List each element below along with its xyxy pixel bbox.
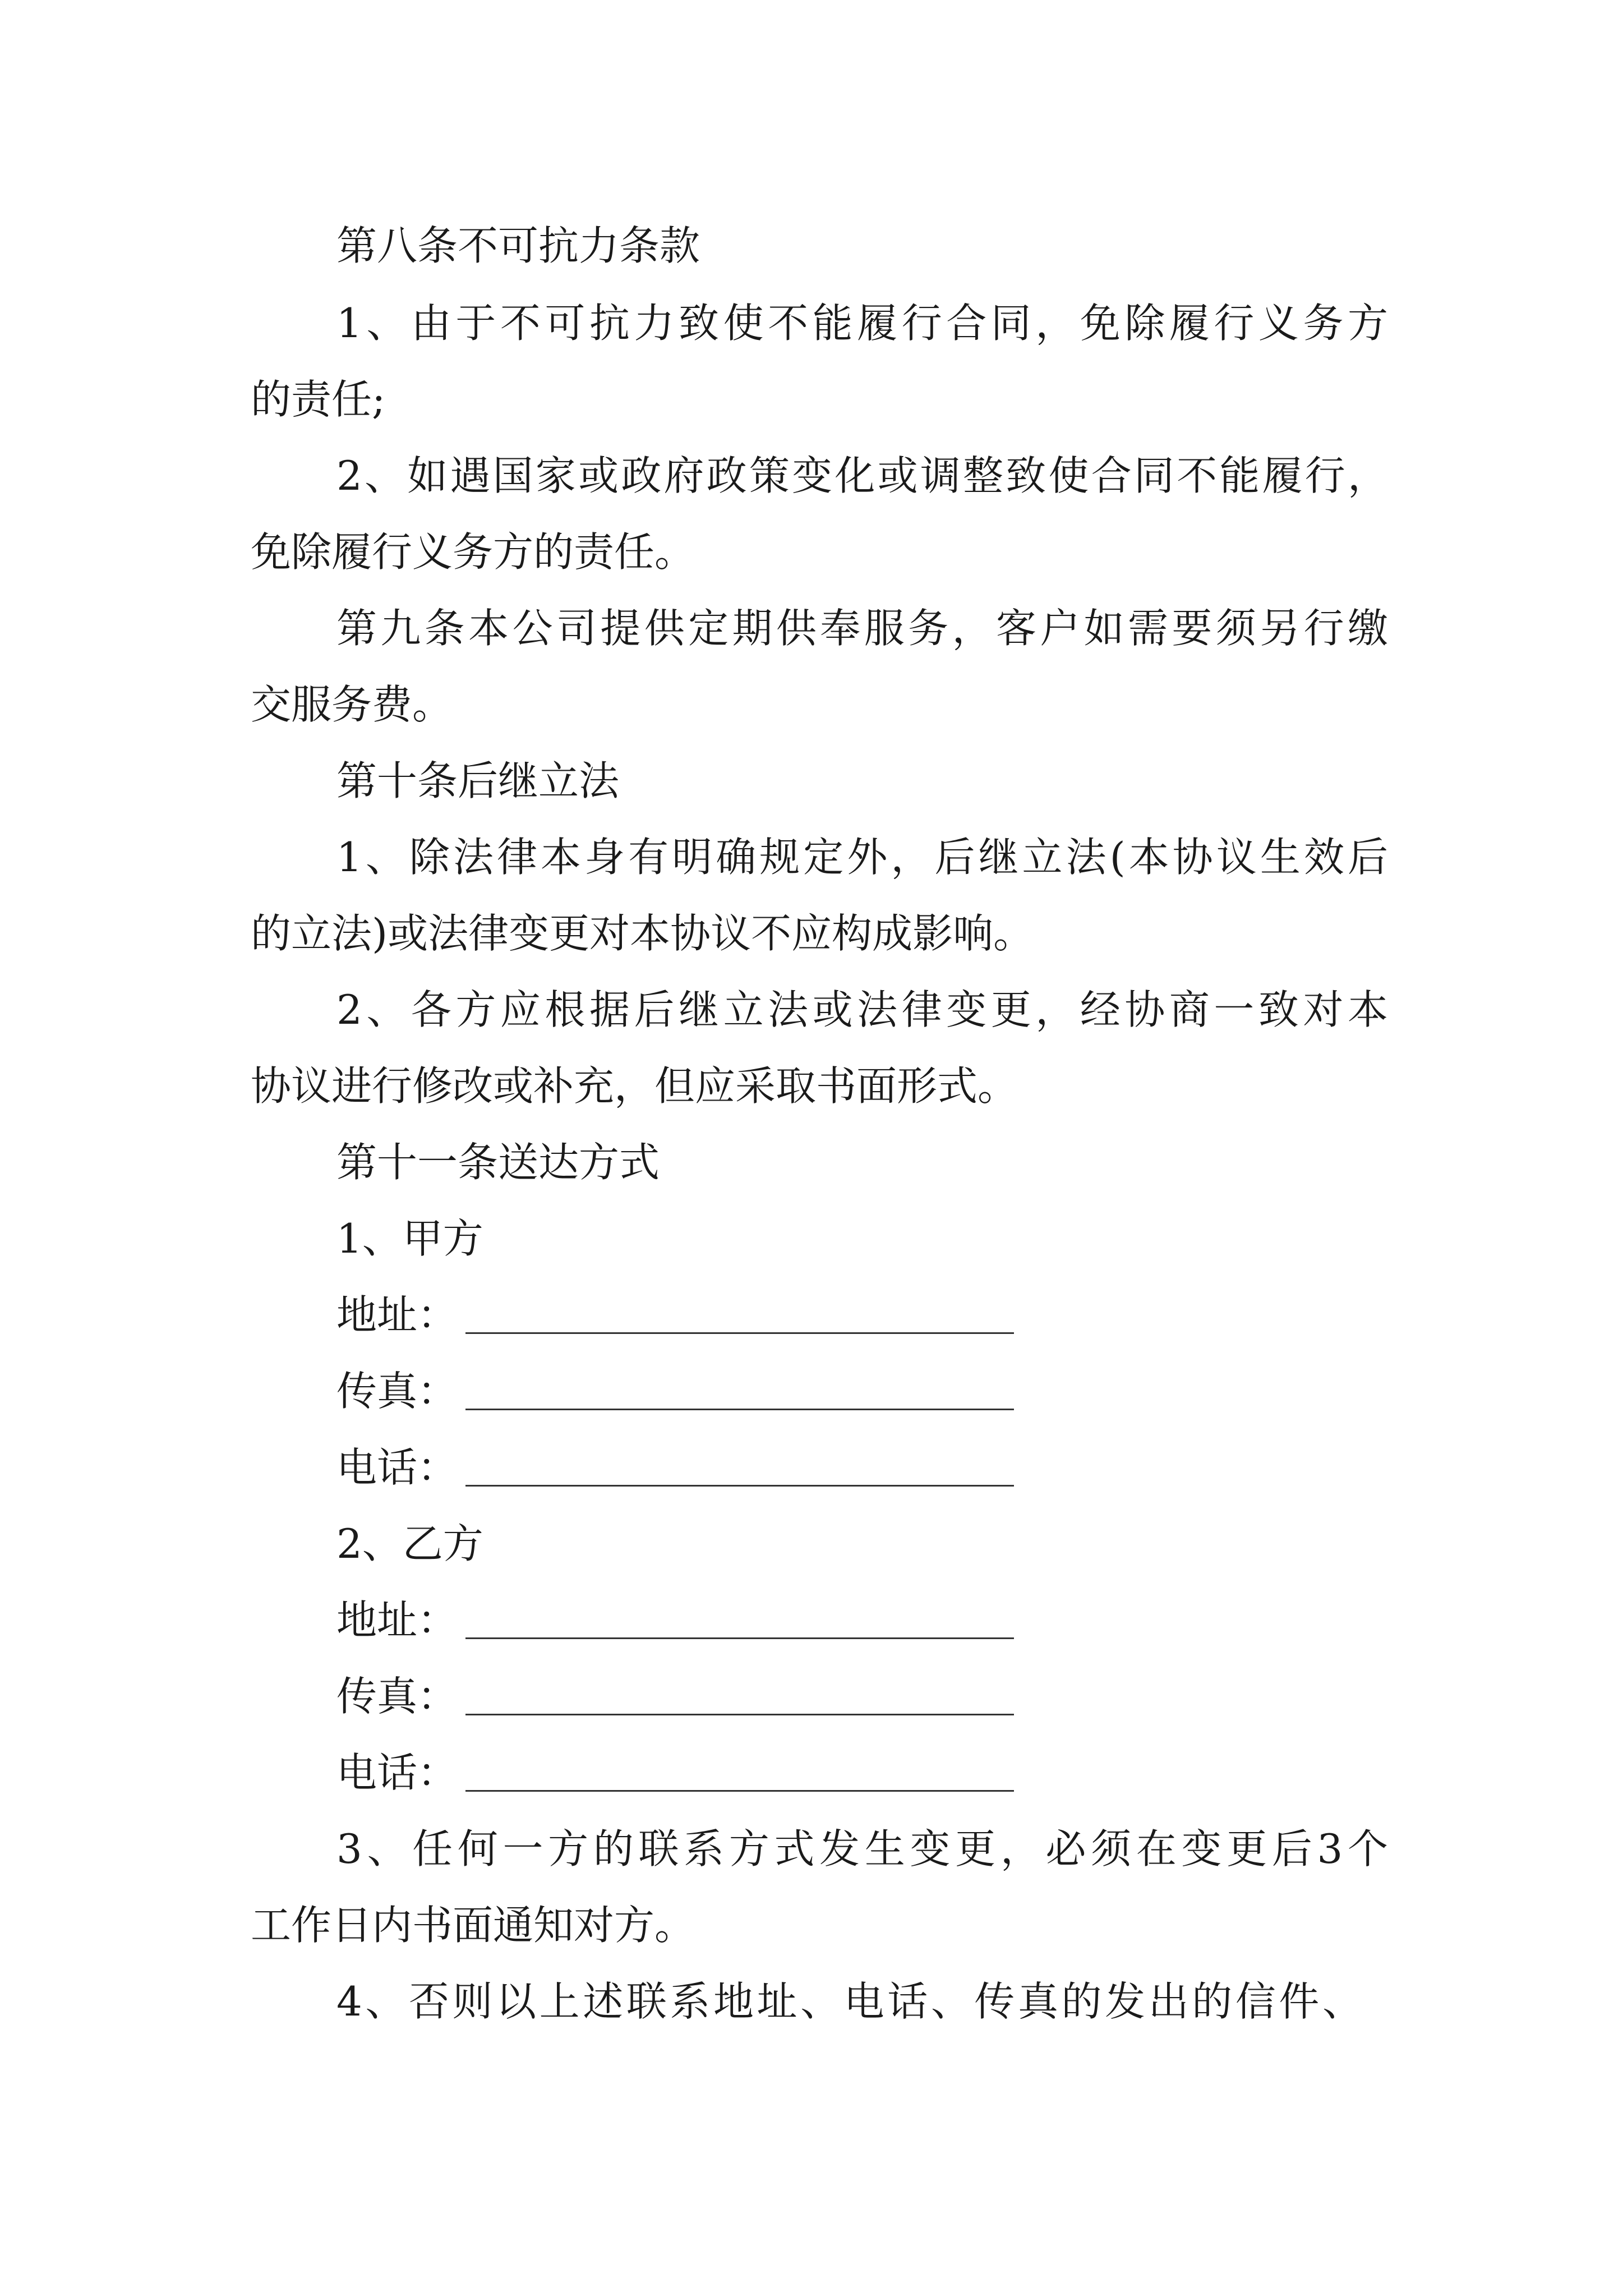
article-8-item-2-line-2: 免除履行义务方的责任。 — [251, 528, 695, 576]
article-8-item-1-line-2: 的责任; — [251, 376, 386, 423]
article-8-item-2-line-1: 2、如遇国家或政府政策变化或调整致使合同不能履行， — [336, 452, 1388, 499]
article-11-item-3-line-2: 工作日内书面通知对方。 — [251, 1902, 695, 1949]
article-11-item-3-line-1: 3、任何一方的联系方式发生变更，必须在变更后3个 — [336, 1825, 1388, 1872]
party-b-phone-blank[interactable] — [465, 1790, 1014, 1792]
party-b-fax-blank[interactable] — [465, 1714, 1014, 1715]
article-8-item-1-line-1: 1、由于不可抗力致使不能履行合同，免除履行义务方 — [336, 300, 1388, 347]
article-10-item-1-line-1: 1、除法律本身有明确规定外，后继立法(本协议生效后 — [336, 834, 1388, 881]
article-8-heading: 第八条不可抗力条款 — [336, 222, 700, 269]
article-10-item-2-line-1: 2、各方应根据后继立法或法律变更，经协商一致对本 — [336, 986, 1388, 1033]
article-9-line-1: 第九条本公司提供定期供奉服务，客户如需要须另行缴 — [336, 605, 1388, 652]
party-b-address-blank[interactable] — [465, 1637, 1014, 1639]
article-9-line-2: 交服务费。 — [251, 681, 453, 728]
party-b-fax-label: 传真： — [336, 1673, 458, 1720]
party-a-heading: 1、甲方 — [336, 1215, 483, 1262]
party-a-address-label: 地址： — [336, 1291, 458, 1338]
party-a-phone-blank[interactable] — [465, 1485, 1014, 1487]
party-b-phone-label: 电话： — [336, 1749, 458, 1796]
party-a-address-blank[interactable] — [465, 1332, 1014, 1334]
article-11-item-4-line-1: 4、否则以上述联系地址、电话、传真的发出的信件、 — [336, 1978, 1363, 2025]
article-10-heading: 第十条后继立法 — [336, 757, 620, 804]
party-a-fax-label: 传真： — [336, 1368, 458, 1415]
party-b-heading: 2、乙方 — [336, 1520, 483, 1567]
article-10-item-2-line-2: 协议进行修改或补充，但应采取书面形式。 — [251, 1062, 1018, 1110]
party-a-fax-blank[interactable] — [465, 1409, 1014, 1410]
article-10-item-1-line-2: 的立法)或法律变更对本协议不应构成影响。 — [251, 910, 1034, 957]
party-b-address-label: 地址： — [336, 1596, 458, 1644]
article-11-heading: 第十一条送达方式 — [336, 1139, 660, 1186]
party-a-phone-label: 电话： — [336, 1444, 458, 1491]
